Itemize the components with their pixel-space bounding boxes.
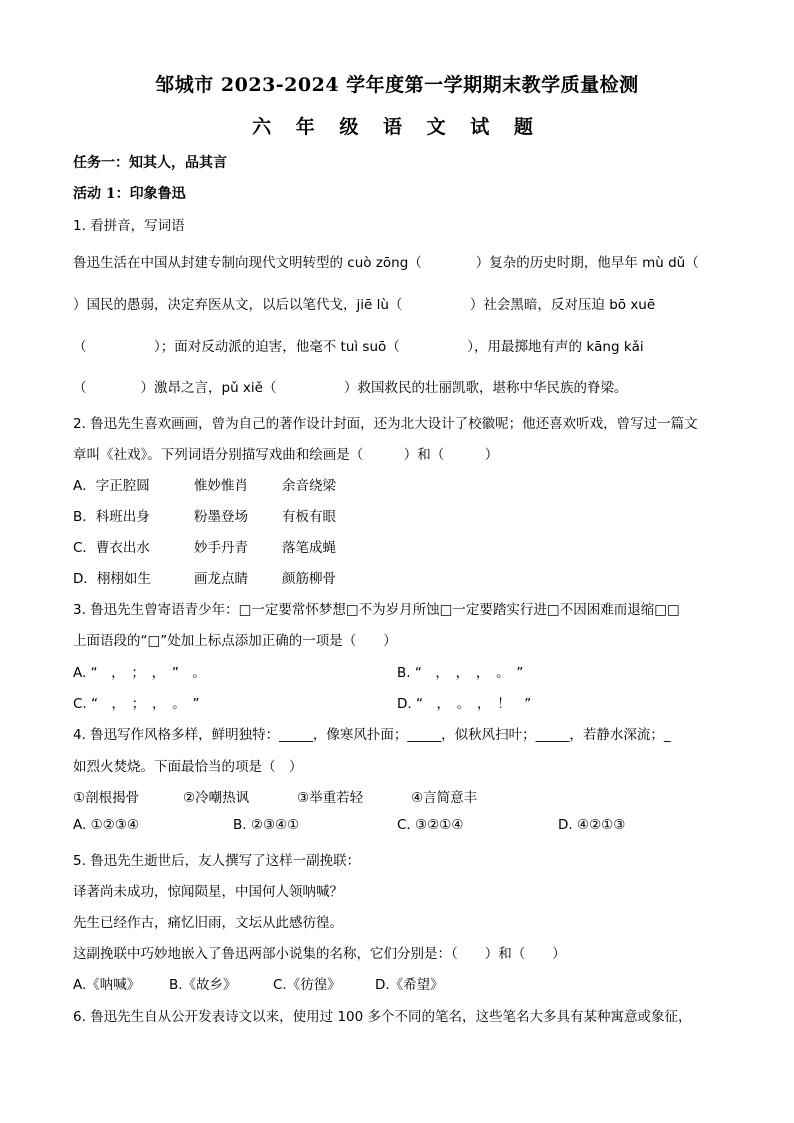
q2-line: 章叫《社戏》。下列词语分别描写戏曲和绘画是（ ）和（ ）	[73, 447, 499, 463]
q1-line: 鲁迅生活在中国从封建专制向现代文明转型的 cuò zōng（ ）复杂的历史时期，他早年 mù dǔ（	[73, 255, 699, 271]
q5-line: 这副挽联中巧妙地嵌入了鲁迅两部小说集的名称，它们分别是：（ ）和（ ）	[73, 946, 566, 962]
exam-title: 邹城市 2023-2024 学年度第一学期期末教学质量检测	[155, 74, 639, 96]
q2-option-b: B．科班出身	[73, 509, 150, 525]
q1-line: （ ）；面对反动派的迫害，他毫不 tuì suō（ ），用最掷地有声的 kāng kǎi	[73, 339, 644, 355]
q4-item: ①剖根揭骨	[73, 790, 140, 806]
q3-option-b: B. “ ， ， ， 。 ”	[397, 665, 524, 681]
q3-line: 3. 鲁迅先生曾寄语青少年：□一定要常怀梦想□不为岁月所蚀□一定要踏实行进□不因困难而退缩□□	[73, 602, 680, 618]
q2-option-b-word: 粉墨登场	[194, 509, 248, 525]
q3-line: 上面语段的“□”处加上标点添加正确的一项是（ ）	[73, 633, 397, 649]
q5-option-d: D.《希望》	[375, 977, 444, 993]
q4-item: ④言简意丰	[411, 790, 478, 806]
task-heading: 任务一：知其人，品其言	[73, 155, 227, 171]
q5-couplet-line: 先生已经作古，痛忆旧雨，文坛从此感彷徨。	[73, 915, 343, 931]
activity-heading: 活动 1：印象鲁迅	[73, 186, 186, 202]
q3-option-d: D. “ ， 。 ， ！ ”	[397, 696, 532, 712]
q2-option-d-word: 画龙点睛	[194, 571, 248, 587]
q5-option-c: C.《彷徨》	[273, 977, 341, 993]
q4-option-c: C. ③②①④	[397, 817, 464, 833]
q4-option-d: D. ④②①③	[558, 817, 626, 833]
q1-line: （ ）激昂之言，pǔ xiě（ ）救国救民的壮丽凯歌，堪称中华民族的脊梁。	[73, 380, 628, 396]
q1-prompt: 1. 看拼音，写词语	[73, 218, 185, 234]
q5-option-a: A.《呐喊》	[73, 977, 141, 993]
q2-option-a-word: 惟妙惟肖	[194, 478, 248, 494]
q2-option-d: D．栩栩如生	[73, 571, 151, 587]
q1-line: ）国民的愚弱，决定弃医从文，以后以笔代戈，jiē lù（ ）社会黑暗，反对压迫 bō xuē	[73, 297, 656, 313]
q4-option-b: B. ②③④①	[233, 817, 300, 833]
q2-option-c-word: 妙手丹青	[194, 540, 248, 556]
q4-option-a: A. ①②③④	[73, 817, 139, 833]
q3-option-c: C. “ ， ； ， 。 ”	[73, 696, 200, 712]
q4-line: 4. 鲁迅写作风格多样，鲜明独特：_____，像寒风扑面；_____，似秋风扫叶；_____，若静水深流；_	[73, 727, 671, 743]
q2-option-c-word: 落笔成蝇	[282, 540, 336, 556]
q5-option-b: B.《故乡》	[169, 977, 237, 993]
q4-item: ②冷嘲热讽	[183, 790, 250, 806]
q6-line: 6. 鲁迅先生自从公开发表诗文以来，使用过 100 多个不同的笔名，这些笔名大多具有某种寓意或象征，	[73, 1009, 692, 1025]
q2-option-a-word: 余音绕梁	[282, 478, 336, 494]
q2-line: 2. 鲁迅先生喜欢画画，曾为自己的著作设计封面，还为北大设计了校徽呢；他还喜欢听戏，曾写过一篇文	[73, 416, 698, 432]
q3-option-a: A. “ ， ； ， ” 。	[73, 665, 206, 681]
q2-option-d-word: 颜筋柳骨	[282, 571, 336, 587]
q4-item: ③举重若轻	[297, 790, 364, 806]
q5-couplet-line: 译著尚未成功，惊闻陨星，中国何人领呐喊？	[73, 884, 343, 900]
exam-subtitle: 六 年 级 语 文 试 题	[252, 116, 542, 138]
q2-option-b-word: 有板有眼	[282, 509, 336, 525]
q5-line: 5. 鲁迅先生逝世后，友人撰写了这样一副挽联：	[73, 853, 361, 869]
q2-option-a: A．字正腔圆	[73, 478, 150, 494]
q2-option-c: C．曹衣出水	[73, 540, 150, 556]
q4-line: 如烈火焚烧。下面最恰当的项是（ ）	[73, 759, 303, 775]
